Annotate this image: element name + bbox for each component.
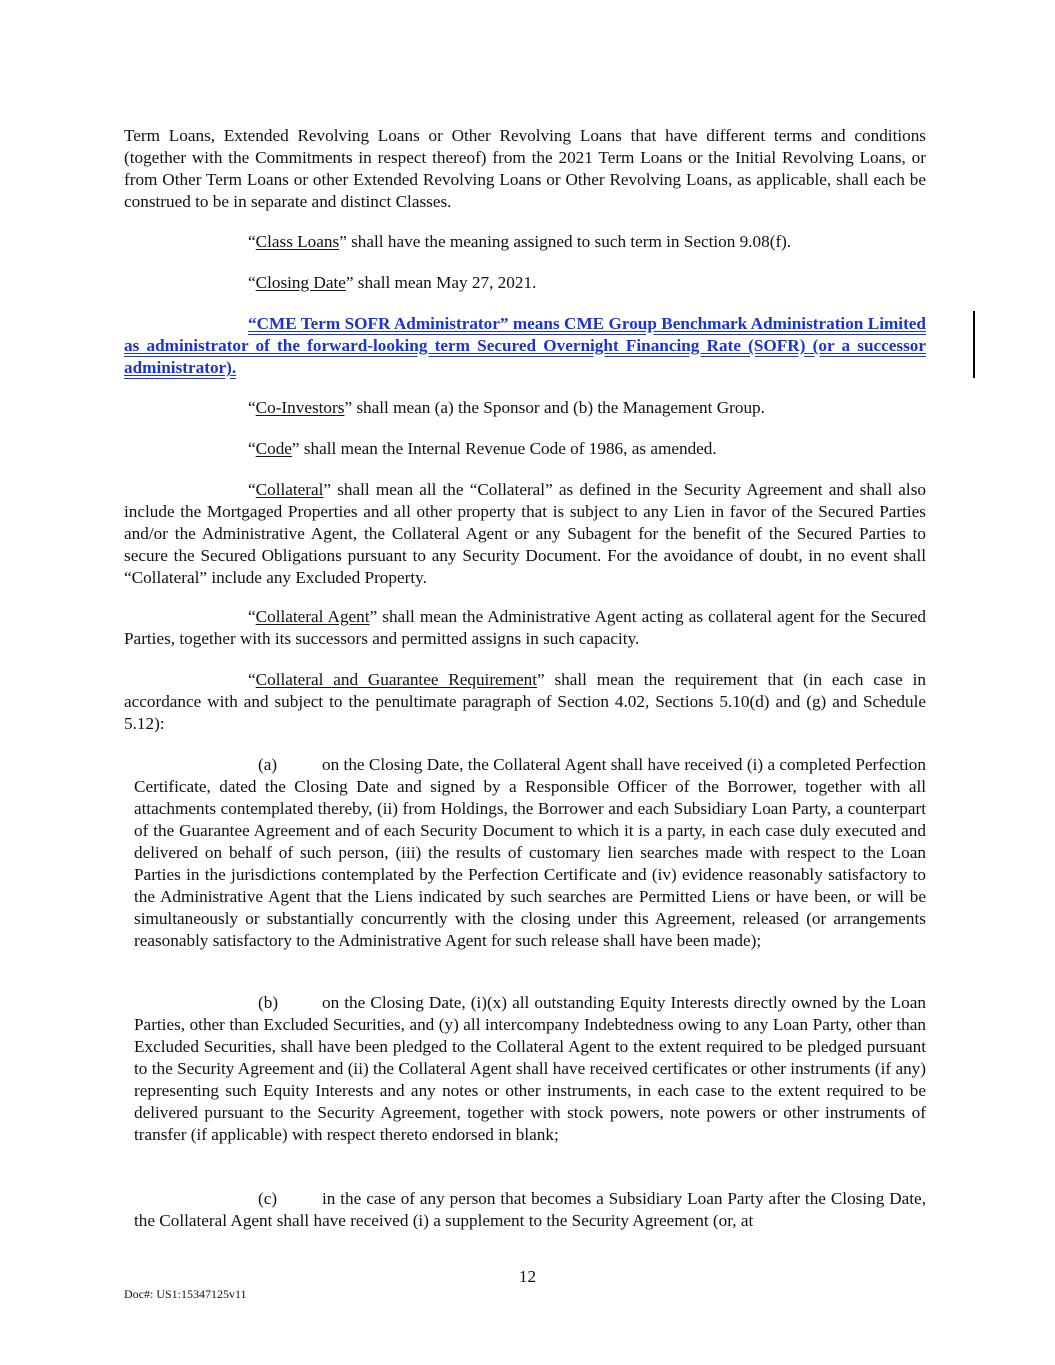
defined-term: Code xyxy=(255,439,292,458)
definition-co-investors: “Co-Investors” shall mean (a) the Sponsor and (b) the Management Group. xyxy=(248,398,765,417)
page-number: 12 xyxy=(518,1267,537,1286)
clause-c: (c) in the case of any person that becomes a Subsidiary Loan Party after the Closing Date, the Collateral Agent shall have received (i) a supplement to the Security Agreement (or, at xyxy=(134,1189,926,1230)
definition-collateral: “Collateral” shall mean all the “Collateral” as defined in the Security Agreement and shall also include the Mortgaged Properties and all other property that is subject to any Lien in favor of the Secured Parties and/or the Administrative Agent, the Collateral Agent or any Subagent for the benefit of the Secured Parties to secure the Secured Obligations pursuant to any Security Document. For the avoidance of doubt, in no event shall “Collateral” include any Excluded Property. xyxy=(124,480,926,587)
definition-class-loans: “Class Loans” shall have the meaning assigned to such term in Section 9.08(f). xyxy=(248,232,792,251)
document-id: Doc#: US1:15347125v11 xyxy=(124,1287,247,1301)
paragraph-classes-continuation: Term Loans, Extended Revolving Loans or Other Revolving Loans that have different terms and conditions (together with the Commitments in respect thereof) from the 2021 Term Loans or the Initial Revolving Loans, or from Other Term Loans or other Extended Revolving Loans or Other Revolving Loans, as applicable, shall each be construed to be in separate and distinct Classes. xyxy=(124,126,926,211)
clause-label: (a) xyxy=(258,755,278,774)
definition-collateral-and-guarantee-requirement: “Collateral and Guarantee Requirement” shall mean the requirement that (in each case in accordance with and subject to the penultimate paragraph of Section 4.02, Sections 5.10(d) and (g) and Schedule 5.12): xyxy=(124,670,926,733)
clause-label: (b) xyxy=(258,993,279,1012)
inserted-text: “CME Term SOFR Administrator” means CME Group Benchmark Administration Limited as administrator of the forward-looking term Secured Overnight Financing Rate (SOFR) (or a successor administrator). xyxy=(124,314,926,377)
definition-cme-term-sofr-administrator-inserted xyxy=(124,313,926,379)
change-bar xyxy=(973,311,975,378)
definition-closing-date: “Closing Date” shall mean May 27, 2021. xyxy=(248,273,537,292)
definition-collateral-agent: “Collateral Agent” shall mean the Administrative Agent acting as collateral agent for the Secured Parties, together with its successors and permitted assigns in such capacity. xyxy=(124,607,926,648)
definition-code: “Code” shall mean the Internal Revenue Code of 1986, as amended. xyxy=(248,439,717,458)
clause-b: (b) on the Closing Date, (i)(x) all outstanding Equity Interests directly owned by the Loan Parties, other than Excluded Securities, and (y) all intercompany Indebtedness owing to any Loan Party, other than Excluded Securities, shall have been pledged to the Collateral Agent to the extent required to be pledged pursuant to the Security Agreement and (ii) the Collateral Agent shall have received certificates or other instruments (if any) representing such Equity Interests and any notes or other instruments, in each case to the extent required to be delivered pursuant to the Security Agreement, together with stock powers, note powers or other instruments of transfer (if applicable) with respect thereto endorsed in blank; xyxy=(134,993,926,1144)
clause-a: (a) on the Closing Date, the Collateral Agent shall have received (i) a completed Perfection Certificate, dated the Closing Date and signed by a Responsible Officer of the Borrower, together with all attachments contemplated thereby, (ii) from Holdings, the Borrower and each Subsidiary Loan Party, a counterpart of the Guarantee Agreement and of each Security Document to which it is a party, in each case duly executed and delivered on behalf of such person, (iii) the results of customary lien searches made with respect to the Loan Parties in the jurisdictions contemplated by the Perfection Certificate and (iv) evidence reasonably satisfactory to the Administrative Agent that the Liens indicated by such searches are Permitted Liens or have been, or will be simultaneously or substantially concurrently with the closing under this Agreement, released (or arrangements reasonably satisfactory to the Administrative Agent for such release shall have been made); xyxy=(134,755,926,950)
clause-label: (c) xyxy=(258,1189,278,1208)
defined-term: Closing Date xyxy=(255,273,346,292)
defined-term: Collateral and Guarantee Requirement xyxy=(255,670,538,689)
defined-term: Collateral Agent xyxy=(255,607,370,626)
defined-term: Collateral xyxy=(255,480,324,499)
defined-term: Class Loans xyxy=(255,232,340,251)
defined-term: Co-Investors xyxy=(255,398,345,417)
